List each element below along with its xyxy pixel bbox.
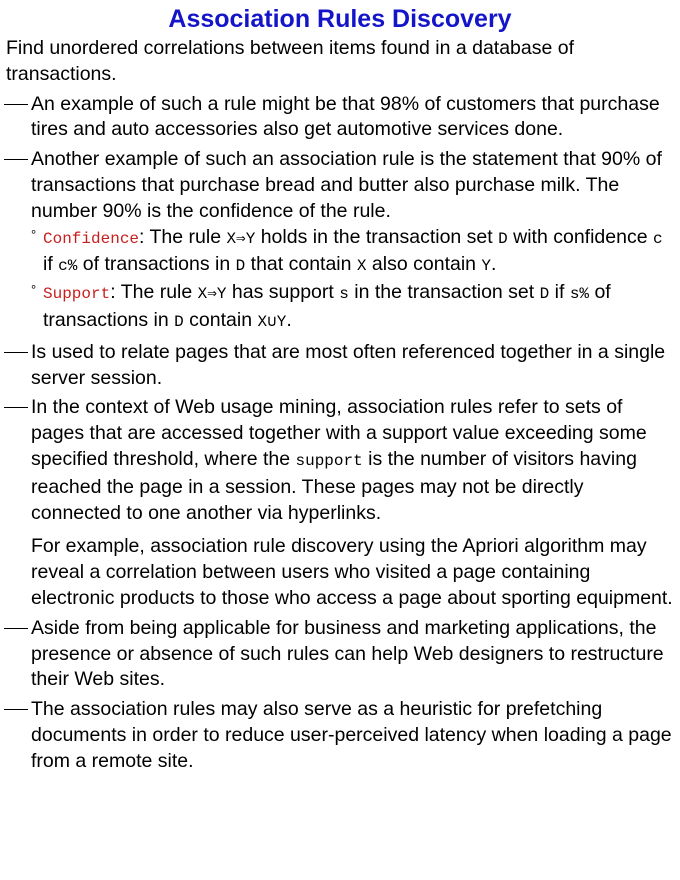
list-item-text: An example of such a rule might be that 98% of customers that purchase tires and auto accessories also get automotive services done. xyxy=(31,92,660,141)
list-item-text: Is used to relate pages that are most often referenced together in a single server session. xyxy=(31,340,666,389)
term-support: Support xyxy=(43,285,111,304)
list-item-text: Another example of such an association rule is the statement that 90% of transactions that purchase bread and butter also purchase milk. The number 90% is the confidence of the rule. xyxy=(31,148,662,222)
degree-bullet: ° xyxy=(31,282,37,298)
list-item xyxy=(31,616,676,693)
continuation-paragraph: For example, association rule discovery using the Apriori algorithm may reveal a correlation between users who visited a page containing electronic products to those who access a page about sporting equipment. xyxy=(31,535,673,609)
rule-formula: X⇒Y xyxy=(226,229,256,248)
list-item xyxy=(31,92,676,144)
page-title: Association Rules Discovery xyxy=(168,5,512,33)
list-item xyxy=(31,697,676,774)
intro-text: Find unordered correlations between items found in a database of transactions. xyxy=(6,37,575,85)
sub-item-support: ° Support: The rule X⇒Y has support s in the transaction set D if s% of transactions in D contain X∪Y. xyxy=(43,280,674,336)
list-item xyxy=(31,340,676,392)
sub-item-confidence: ° Confidence: The rule X⇒Y holds in the transaction set D with confidence c if c% of transactions in D that contain X also contain Y. xyxy=(43,225,674,281)
term-confidence: Confidence xyxy=(43,229,140,248)
list-item-text: The association rules may also serve as a heuristic for prefetching documents in order to reduce user-perceived latency when loading a page from a remote site. xyxy=(31,698,672,772)
rule-formula: X⇒Y xyxy=(197,285,227,304)
list-item: In the context of Web usage mining, association rules refer to sets of pages that are accessed together with a support value exceeding some specified threshold, where the support is the number of visitors having reached the page in a session. These pages may not be directly connected to one another via hyperlinks. xyxy=(31,396,647,524)
list-item-text: Aside from being applicable for business and marketing applications, the presence or absence of such rules can help Web designers to restructure their Web sites. xyxy=(31,616,664,691)
list-item xyxy=(31,147,676,224)
code-support: support xyxy=(295,451,363,470)
degree-bullet: ° xyxy=(31,226,37,242)
